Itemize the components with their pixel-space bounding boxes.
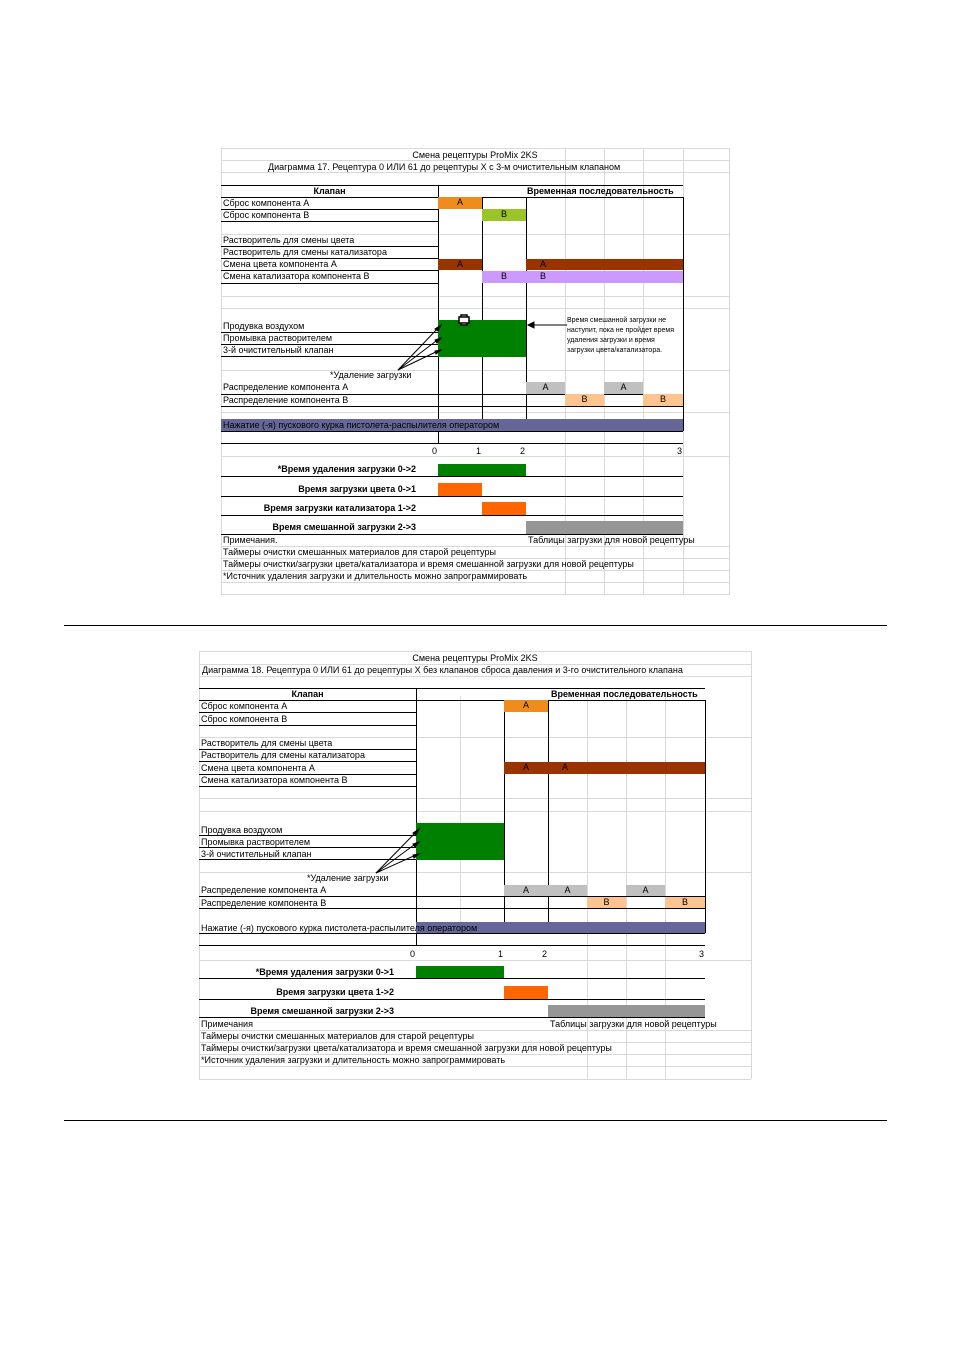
row-label: Продувка воздухом (201, 825, 283, 835)
row-label: Смена цвета компонента A (201, 763, 315, 773)
diagram-17 (0, 0, 954, 600)
bar-dispense-a: A (626, 885, 665, 896)
bar-dispense-b: B (587, 897, 626, 908)
separator-line (64, 1120, 887, 1121)
diagram-subtitle: Диаграмма 18. Рецептура 0 ИЛИ 61 до рецептуры X без клапанов сброса давления и 3-го очистительного клапана (202, 665, 683, 675)
bar-catalyst-change: B (526, 271, 683, 283)
bar-color-change: A A (504, 762, 705, 774)
header-valve: Клапан (313, 186, 346, 196)
diagram-18 (0, 640, 954, 1090)
legend-label: *Время удаления загрузки 0->2 (277, 464, 416, 474)
notes-right: Таблицы загрузки для новой рецептуры (528, 535, 695, 545)
bar-dispense-b: B (665, 897, 705, 908)
row-label: Сброс компонента A (201, 701, 288, 711)
row-label: Смена катализатора компонента B (223, 271, 370, 281)
row-label: Промывка растворителем (201, 837, 311, 847)
legend-label: *Время удаления загрузки 0->1 (255, 967, 394, 977)
row-label: Сброс компонента B (201, 714, 288, 724)
diagram-title: Смена рецептуры ProMix 2KS (412, 150, 538, 160)
header-valve: Клапан (291, 689, 324, 699)
row-label: Распределение компонента B (223, 395, 349, 405)
bar-dispense-b: B (643, 394, 683, 406)
bar-dump-b: B (482, 209, 526, 221)
diagram-subtitle: Диаграмма 17. Рецептура 0 ИЛИ 61 до рецептуры X с 3-м очистительным клапаном (268, 162, 621, 172)
header-sequence: Временная последовательность (527, 186, 674, 196)
axis-tick: 0 (410, 949, 416, 959)
bar-color-change: A (438, 259, 482, 270)
row-label: Нажатие (-я) пускового курка пистолета-распылителя оператором (223, 420, 500, 430)
row-label: 3-й очистительный клапан (201, 849, 312, 859)
row-label: Сброс компонента A (223, 198, 310, 208)
legend-bar (416, 966, 504, 978)
bar-dispense-a: A (526, 382, 565, 394)
diagram-title: Смена рецептуры ProMix 2KS (412, 653, 538, 663)
bar-dump-a: A (438, 197, 482, 209)
legend-label: Время загрузки цвета 0->1 (298, 484, 416, 494)
row-label: *Удаление загрузки (330, 370, 412, 380)
row-label: Распределение компонента A (201, 885, 327, 895)
axis-tick: 2 (520, 446, 526, 456)
note-line: Таймеры очистки смешанных материалов для старой рецептуры (201, 1031, 474, 1041)
note-line: *Источник удаления загрузки и длительность можно запрограммировать (223, 571, 528, 581)
axis-tick: 1 (476, 446, 482, 456)
arrow-lines (0, 640, 954, 1090)
bar-dispense-a: A (604, 382, 643, 394)
axis-tick: 0 (432, 446, 438, 456)
row-label: Распределение компонента A (223, 382, 349, 392)
legend-bar (438, 464, 526, 476)
bar-color-change: A (526, 259, 683, 270)
header-sequence: Временная последовательность (551, 689, 698, 699)
separator-line (64, 625, 887, 626)
note-line: Таймеры очистки/загрузки цвета/катализатора и время смешанной загрузки для новой рецептуры (201, 1043, 612, 1053)
bar-dump-a: A (504, 700, 548, 712)
axis-tick: 3 (677, 446, 683, 456)
axis-tick: 1 (498, 949, 504, 959)
notes-title: Примечания (201, 1019, 253, 1029)
legend-bar (504, 986, 548, 999)
row-label: Растворитель для смены катализатора (201, 750, 365, 760)
row-label: Продувка воздухом (223, 321, 305, 331)
row-label: Растворитель для смены цвета (201, 738, 333, 748)
axis-tick: 3 (699, 949, 705, 959)
legend-bar (438, 483, 482, 496)
row-label: Растворитель для смены цвета (223, 235, 355, 245)
bar-dispense-a: A (504, 885, 548, 896)
bar-dispense-a: A (548, 885, 587, 896)
legend-bar (548, 1005, 705, 1017)
bar-dispense-b: B (565, 394, 604, 406)
row-label: Растворитель для смены катализатора (223, 247, 387, 257)
row-label: Нажатие (-я) пускового курка пистолета-распылителя оператором (201, 923, 478, 933)
legend-label: Время смешанной загрузки 2->3 (250, 1006, 394, 1016)
arrow-lines (0, 0, 954, 600)
callout-note: Время смешанной загрузки не наступит, пока не пройдет время удаления загрузки и время загрузки цвета/катализатора. (567, 317, 674, 354)
row-label: *Удаление загрузки (307, 873, 389, 883)
row-label: Распределение компонента B (201, 898, 327, 908)
row-label: Промывка растворителем (223, 333, 333, 343)
row-label: Сброс компонента B (223, 210, 310, 220)
legend-label: Время смешанной загрузки 2->3 (272, 522, 416, 532)
row-label: 3-й очистительный клапан (223, 345, 334, 355)
note-line: Таймеры очистки/загрузки цвета/катализатора и время смешанной загрузки для новой рецептуры (223, 559, 634, 569)
note-line: *Источник удаления загрузки и длительность можно запрограммировать (201, 1055, 506, 1065)
bar-catalyst-change: B (482, 271, 526, 283)
axis-tick: 2 (542, 949, 548, 959)
note-line: Таймеры очистки смешанных материалов для старой рецептуры (223, 547, 496, 557)
legend-label: Время загрузки катализатора 1->2 (263, 503, 416, 513)
row-label: Смена катализатора компонента B (201, 775, 348, 785)
legend-bar (482, 502, 526, 515)
legend-label: Время загрузки цвета 1->2 (276, 987, 394, 997)
notes-right: Таблицы загрузки для новой рецептуры (550, 1019, 717, 1029)
row-label: Смена цвета компонента A (223, 259, 337, 269)
legend-bar (526, 521, 683, 534)
notes-title: Примечания. (223, 535, 278, 545)
